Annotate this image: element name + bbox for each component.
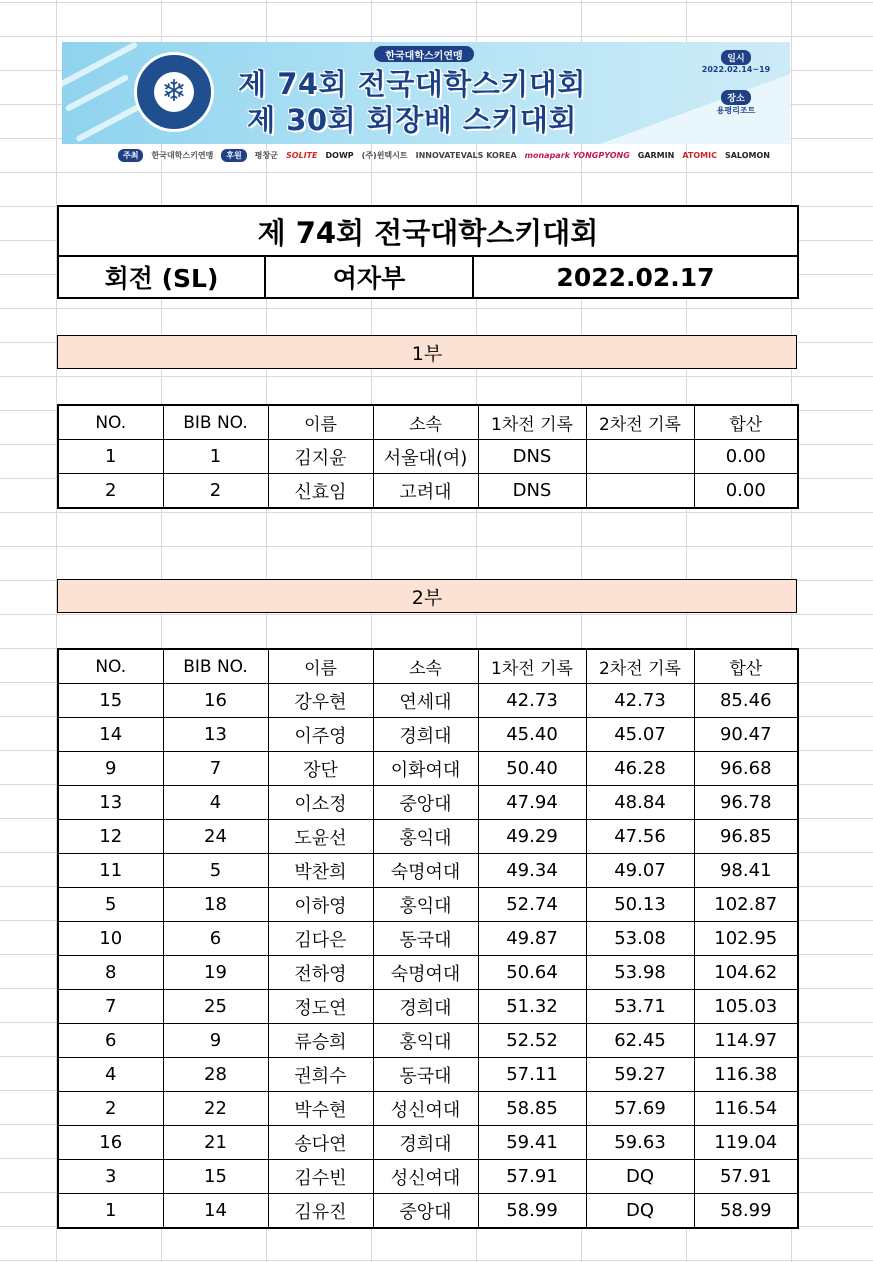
table-row: [58, 956, 798, 990]
cell-no: 5: [58, 888, 163, 922]
cell-name: 전하영: [268, 956, 373, 990]
table-row: [58, 888, 798, 922]
cell-run1: 50.40: [478, 752, 586, 786]
cell-bib: 1: [163, 440, 268, 474]
sponsor-logo: (주)윈텍시트: [361, 150, 408, 160]
cell-run1: 49.29: [478, 820, 586, 854]
organizer-name: 한국대학스키연맹: [151, 150, 214, 160]
cell-no: 12: [58, 820, 163, 854]
cell-run2: 49.07: [586, 854, 694, 888]
sponsor-logo: DOWP: [325, 150, 354, 160]
cell-team: 홍익대: [373, 888, 478, 922]
col-header-team: 소속: [373, 405, 478, 440]
cell-total: 96.68: [694, 752, 798, 786]
col-header-bib: BIB NO.: [163, 649, 268, 684]
cell-name: 이소정: [268, 786, 373, 820]
cell-run1: DNS: [478, 440, 586, 474]
sponsor-logo: INNOVATEVALS KOREA: [415, 150, 517, 160]
cell-run2: 53.71: [586, 990, 694, 1024]
cell-no: 2: [58, 1092, 163, 1126]
col-header-total: 합산: [694, 405, 798, 440]
sponsor-logo: monapark YONGPYONG: [524, 150, 630, 160]
cell-no: 4: [58, 1058, 163, 1092]
cell-no: 6: [58, 1024, 163, 1058]
event-banner: [62, 42, 790, 144]
cell-name: 박찬희: [268, 854, 373, 888]
cell-run1: DNS: [478, 474, 586, 509]
cell-name: 류승희: [268, 1024, 373, 1058]
cell-bib: 14: [163, 1194, 268, 1229]
cell-name: 김지윤: [268, 440, 373, 474]
section-2-table: [57, 648, 799, 1229]
cell-name: 김유진: [268, 1194, 373, 1229]
cell-total: 105.03: [694, 990, 798, 1024]
cell-run1: 57.11: [478, 1058, 586, 1092]
table-row: [58, 1160, 798, 1194]
cell-team: 동국대: [373, 922, 478, 956]
cell-team: 연세대: [373, 684, 478, 718]
cell-run1: 58.85: [478, 1092, 586, 1126]
cell-run1: 49.34: [478, 854, 586, 888]
cell-name: 권희수: [268, 1058, 373, 1092]
cell-name: 도윤선: [268, 820, 373, 854]
banner-title-line2: 제 30회 회장배 스키대회: [247, 103, 577, 137]
cell-bib: 24: [163, 820, 268, 854]
event-date: 2022.02.17: [473, 256, 798, 298]
union-label: 한국대학스키연맹: [374, 46, 474, 62]
table-row: [58, 922, 798, 956]
col-header-team: 소속: [373, 649, 478, 684]
cell-total: 114.97: [694, 1024, 798, 1058]
cell-total: 96.85: [694, 820, 798, 854]
cell-team: 홍익대: [373, 820, 478, 854]
col-header-run1: 1차전 기록: [478, 649, 586, 684]
cell-team: 성신여대: [373, 1160, 478, 1194]
table-row: [58, 1058, 798, 1092]
sponsor-logo: GARMIN: [637, 150, 675, 160]
banner-title-line1: 제 74회 전국대학스키대회: [238, 67, 586, 101]
cell-total: 57.91: [694, 1160, 798, 1194]
table-row: [58, 1194, 798, 1229]
sponsor-logo: ATOMIC: [682, 150, 717, 160]
division-name: 여자부: [265, 256, 473, 298]
table-header-row: [58, 405, 798, 440]
cell-bib: 21: [163, 1126, 268, 1160]
cell-run1: 59.41: [478, 1126, 586, 1160]
cell-team: 홍익대: [373, 1024, 478, 1058]
cell-total: 58.99: [694, 1194, 798, 1229]
table-row: [58, 684, 798, 718]
cell-run1: 42.73: [478, 684, 586, 718]
cell-bib: 9: [163, 1024, 268, 1058]
cell-bib: 5: [163, 854, 268, 888]
cell-name: 김수빈: [268, 1160, 373, 1194]
cell-bib: 28: [163, 1058, 268, 1092]
cell-total: 0.00: [694, 474, 798, 509]
cell-run2: 53.08: [586, 922, 694, 956]
table-row: [58, 718, 798, 752]
cell-run2: 53.98: [586, 956, 694, 990]
section-2-label: 2부: [57, 579, 797, 613]
federation-seal-icon: ❄: [134, 52, 214, 132]
sponsor-strip: [118, 147, 798, 163]
cell-run2: 59.27: [586, 1058, 694, 1092]
cell-run2: 50.13: [586, 888, 694, 922]
cell-team: 서울대(여): [373, 440, 478, 474]
cell-run1: 51.32: [478, 990, 586, 1024]
cell-no: 1: [58, 1194, 163, 1229]
cell-name: 장단: [268, 752, 373, 786]
cell-bib: 19: [163, 956, 268, 990]
cell-run2: 59.63: [586, 1126, 694, 1160]
header-table: [57, 205, 799, 299]
cell-no: 8: [58, 956, 163, 990]
cell-run2: 57.69: [586, 1092, 694, 1126]
cell-bib: 6: [163, 922, 268, 956]
cell-no: 15: [58, 684, 163, 718]
cell-run2: 46.28: [586, 752, 694, 786]
cell-team: 중앙대: [373, 1194, 478, 1229]
cell-total: 90.47: [694, 718, 798, 752]
cell-bib: 13: [163, 718, 268, 752]
cell-name: 박수현: [268, 1092, 373, 1126]
cell-team: 이화여대: [373, 752, 478, 786]
sponsor-tag: 후원: [221, 149, 246, 162]
table-row: [58, 1126, 798, 1160]
table-row: [58, 854, 798, 888]
cell-run1: 47.94: [478, 786, 586, 820]
cell-no: 16: [58, 1126, 163, 1160]
section-1-table: [57, 404, 799, 509]
cell-bib: 18: [163, 888, 268, 922]
cell-name: 김다은: [268, 922, 373, 956]
cell-name: 신효임: [268, 474, 373, 509]
section-1-rows: [58, 440, 798, 509]
banner-place: 장소 용평리조트: [698, 90, 774, 116]
cell-total: 116.38: [694, 1058, 798, 1092]
cell-team: 고려대: [373, 474, 478, 509]
cell-name: 이주영: [268, 718, 373, 752]
cell-total: 0.00: [694, 440, 798, 474]
cell-bib: 16: [163, 684, 268, 718]
col-header-name: 이름: [268, 649, 373, 684]
cell-total: 96.78: [694, 786, 798, 820]
cell-name: 이하영: [268, 888, 373, 922]
cell-run2: DQ: [586, 1194, 694, 1229]
cell-total: 98.41: [694, 854, 798, 888]
cell-no: 7: [58, 990, 163, 1024]
section-1-label: 1부: [57, 335, 797, 369]
sponsor-logo: SALOMON: [724, 150, 770, 160]
table-row: [58, 990, 798, 1024]
section-2-rows: [58, 684, 798, 1229]
cell-bib: 2: [163, 474, 268, 509]
cell-no: 2: [58, 474, 163, 509]
col-header-run1: 1차전 기록: [478, 405, 586, 440]
cell-no: 13: [58, 786, 163, 820]
organizer-tag: 주최: [118, 149, 143, 162]
cell-team: 숙명여대: [373, 956, 478, 990]
table-row: [58, 440, 798, 474]
col-header-run2: 2차전 기록: [586, 405, 694, 440]
banner-date: 일시 2022.02.14~19: [698, 50, 774, 74]
table-header-row: [58, 649, 798, 684]
cell-total: 119.04: [694, 1126, 798, 1160]
col-header-run2: 2차전 기록: [586, 649, 694, 684]
cell-team: 경희대: [373, 1126, 478, 1160]
cell-bib: 22: [163, 1092, 268, 1126]
cell-name: 송다연: [268, 1126, 373, 1160]
cell-team: 숙명여대: [373, 854, 478, 888]
sponsor-logo: 평창군: [254, 150, 278, 160]
col-header-bib: BIB NO.: [163, 405, 268, 440]
col-header-total: 합산: [694, 649, 798, 684]
cell-run2: DQ: [586, 1160, 694, 1194]
cell-run2: 42.73: [586, 684, 694, 718]
cell-run1: 57.91: [478, 1160, 586, 1194]
cell-team: 중앙대: [373, 786, 478, 820]
cell-bib: 4: [163, 786, 268, 820]
col-header-no: NO.: [58, 649, 163, 684]
cell-run2: [586, 474, 694, 509]
cell-no: 9: [58, 752, 163, 786]
cell-run2: 48.84: [586, 786, 694, 820]
table-row: [58, 752, 798, 786]
page-title: 제 74회 전국대학스키대회: [58, 206, 798, 256]
cell-name: 정도연: [268, 990, 373, 1024]
cell-team: 경희대: [373, 718, 478, 752]
cell-run2: [586, 440, 694, 474]
cell-no: 14: [58, 718, 163, 752]
cell-no: 3: [58, 1160, 163, 1194]
cell-bib: 25: [163, 990, 268, 1024]
cell-run1: 45.40: [478, 718, 586, 752]
table-row: [58, 820, 798, 854]
cell-run2: 45.07: [586, 718, 694, 752]
cell-name: 강우현: [268, 684, 373, 718]
cell-run1: 58.99: [478, 1194, 586, 1229]
table-row: [58, 786, 798, 820]
event-name: 회전 (SL): [58, 256, 265, 298]
cell-total: 85.46: [694, 684, 798, 718]
cell-run2: 62.45: [586, 1024, 694, 1058]
col-header-name: 이름: [268, 405, 373, 440]
cell-no: 10: [58, 922, 163, 956]
cell-run1: 49.87: [478, 922, 586, 956]
cell-bib: 15: [163, 1160, 268, 1194]
cell-team: 경희대: [373, 990, 478, 1024]
table-row: [58, 1092, 798, 1126]
cell-run1: 52.52: [478, 1024, 586, 1058]
table-row: [58, 1024, 798, 1058]
cell-run1: 50.64: [478, 956, 586, 990]
sponsor-logo: SOLITE: [285, 150, 318, 160]
cell-no: 1: [58, 440, 163, 474]
cell-total: 102.95: [694, 922, 798, 956]
cell-no: 11: [58, 854, 163, 888]
cell-total: 104.62: [694, 956, 798, 990]
cell-total: 116.54: [694, 1092, 798, 1126]
col-header-no: NO.: [58, 405, 163, 440]
cell-total: 102.87: [694, 888, 798, 922]
cell-team: 동국대: [373, 1058, 478, 1092]
cell-team: 성신여대: [373, 1092, 478, 1126]
table-row: [58, 474, 798, 509]
cell-bib: 7: [163, 752, 268, 786]
cell-run1: 52.74: [478, 888, 586, 922]
cell-run2: 47.56: [586, 820, 694, 854]
